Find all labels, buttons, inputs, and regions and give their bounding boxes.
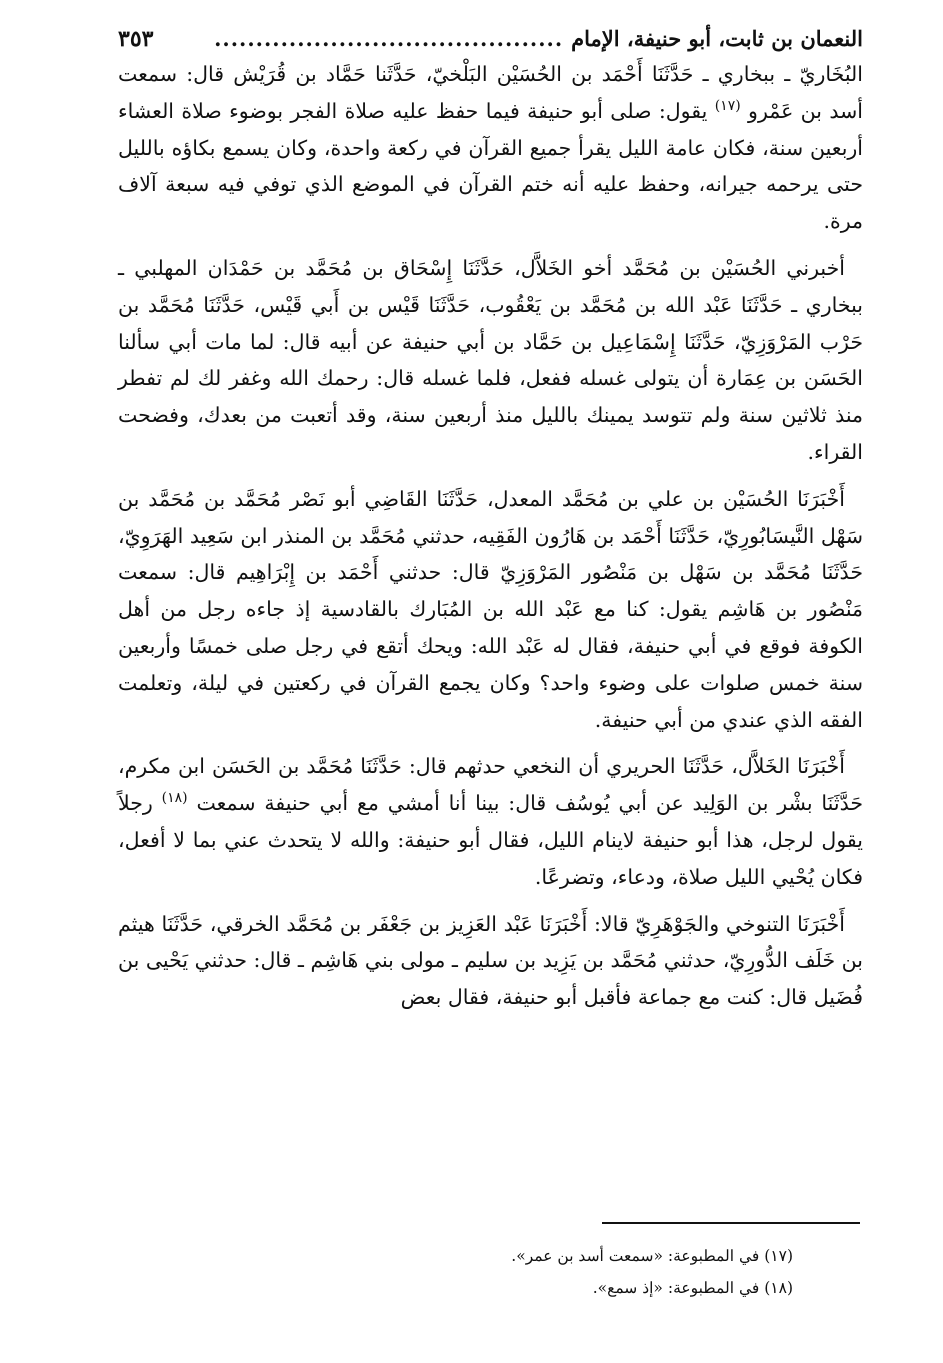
paragraph-text: أَخْبَرَنَا الحُسَيْن بن علي بن مُحَمَّد المعدل، حَدَّثَنَا القَاضِي أبو نَصْر مُحَمَّد بن مُحَمَّد بن سَهْل النَّيسَابُورِيّ، حَدَّثَنَا أَحْمَد بن هَارُون الفَقِيه، حدثني مُحَمَّد بن المنذر ابن سَعِيد الهَرَوِيّ، حَدَّثَنَا مُحَمَّد بن سَهْل بن مَنْصُور المَرْوَزِيّ قال: حدثني أَحْمَد بن إِبْرَاهِيم قال: سمعت مَنْصُور بن هَاشِم يقول: كنا مع عَبْد الله بن المُبَارك بالقادسية إذ جاءه رجل من أهل الكوفة فوقع في أبي حنيفة، فقال له عَبْد الله: ويحك أتقع في رجل صلى خمسًا وأربعين سنة خمس صلوات على وضوء واحد؟ وكان يجمع القرآن في ركعتين في ليلة، وتعلمت الفقه الذي عندي من أبي حنيفة. [118, 486, 863, 732]
body-text [118, 56, 863, 1016]
footnote-reference: (١٧) [714, 97, 741, 114]
footnote [118, 1272, 793, 1304]
footnote-text: في المطبوعة: «سمعت أسد بن عمر». [511, 1247, 760, 1265]
footnote-divider [602, 1222, 860, 1224]
paragraph [118, 250, 863, 471]
paragraph-text: يقول: صلى أبو حنيفة فيما حفظ عليه صلاة الفجر بوضوء صلاة العشاء أربعين سنة، فكان عامة الليل يقرأ جميع القرآن في ركعة واحدة، وكان يسمع بكاؤه بالليل حتى يرحمه جيرانه، وحفظ عليه أنه ختم القرآن في الموضع الذي توفي فيه سبعة آلاف مرة. [118, 98, 863, 234]
footnotes [118, 1240, 793, 1304]
footnote-number: (١٨) [764, 1279, 793, 1297]
paragraph [118, 481, 863, 739]
paragraph-text: أخبرني الحُسَيْن بن مُحَمَّد أخو الخَلاَّل، حَدَّثَنَا إِسْحَاق بن مُحَمَّد بن حَمْدَان المهلبي ـ ببخاري ـ حَدَّثَنَا عَبْد الله بن مُحَمَّد بن يَعْقُوب، حَدَّثَنَا قَيْس بن أَبي قَيْس، حَدَّثَنَا مُحَمَّد بن حَرْب المَرْوَزِيّ، حَدَّثَنَا إِسْمَاعِيل بن حَمَّاد بن أبي حنيفة عن أبيه قال: لما مات أبي سألنا الحَسَن بن عِمَارة أن يتولى غسله ففعل، فلما غسله قال: رحمك الله وغفر لك لم تفطر منذ ثلاثين سنة ولم تتوسد يمينك بالليل منذ أربعين سنة، وقد أتعبت من بعدك، وفضحت القراء. [118, 255, 863, 464]
footnote [118, 1240, 793, 1272]
paragraph [118, 906, 863, 1016]
page [118, 22, 863, 1016]
paragraph [118, 56, 863, 240]
paragraph-text: أَخْبَرَنَا الخَلاَّل، حَدَّثَنَا الحريري أن النخعي حدثهم قال: حَدَّثَنَا مُحَمَّد بن الحَسَن ابن مكرم، حَدَّثَنَا بشْر بن الوَلِيد عن أبي يُوسُف قال: بينا أنا أمشي مع أبي حنيفة سمعت [118, 754, 863, 816]
paragraph [118, 748, 863, 895]
paragraph-text: رجلاً يقول لرجل، هذا أبو حنيفة لاينام الليل، فقال أبو حنيفة: والله لا يتحدث عني بما لا أفعل، فكان يُحْيي الليل صلاة، ودعاء، وتضرعًا. [118, 791, 863, 889]
paragraph-text: أَخْبَرَنَا التنوخي والجَوْهَرِيّ قالا: أَخْبَرَنَا عَبْد العَزِيز بن جَعْفَر بن مُحَمَّد الخرقي، حَدَّثَنَا هيثم بن خَلَف الدُّورِيّ، حدثني مُحَمَّد بن يَزِيد بن سليم ـ مولى بني هَاشِم ـ قال: حدثني يَحْيى بن فُضَيل قال: كنت مع جماعة فأقبل أبو حنيفة، فقال بعض [118, 911, 863, 1010]
page-number: ٣٥٣ [118, 26, 154, 52]
running-title: النعمان بن ثابت، أبو حنيفة، الإمام [571, 26, 863, 51]
footnote-reference: (١٨) [161, 790, 188, 807]
running-header [118, 22, 863, 56]
footnote-text: في المطبوعة: «إذ سمع». [592, 1279, 760, 1297]
paragraph-text: البُخَاريّ ـ ببخاري ـ حَدَّثَنَا أَحْمَد بن الحُسَيْن البَلْخيّ، حَدَّثَنا حَمَّاد بن قُرَيْش قال: سمعت أسد بن عَمْرو [118, 62, 863, 123]
footnote-number: (١٧) [764, 1247, 793, 1265]
header-leader-dots: .......................................... [214, 26, 564, 51]
